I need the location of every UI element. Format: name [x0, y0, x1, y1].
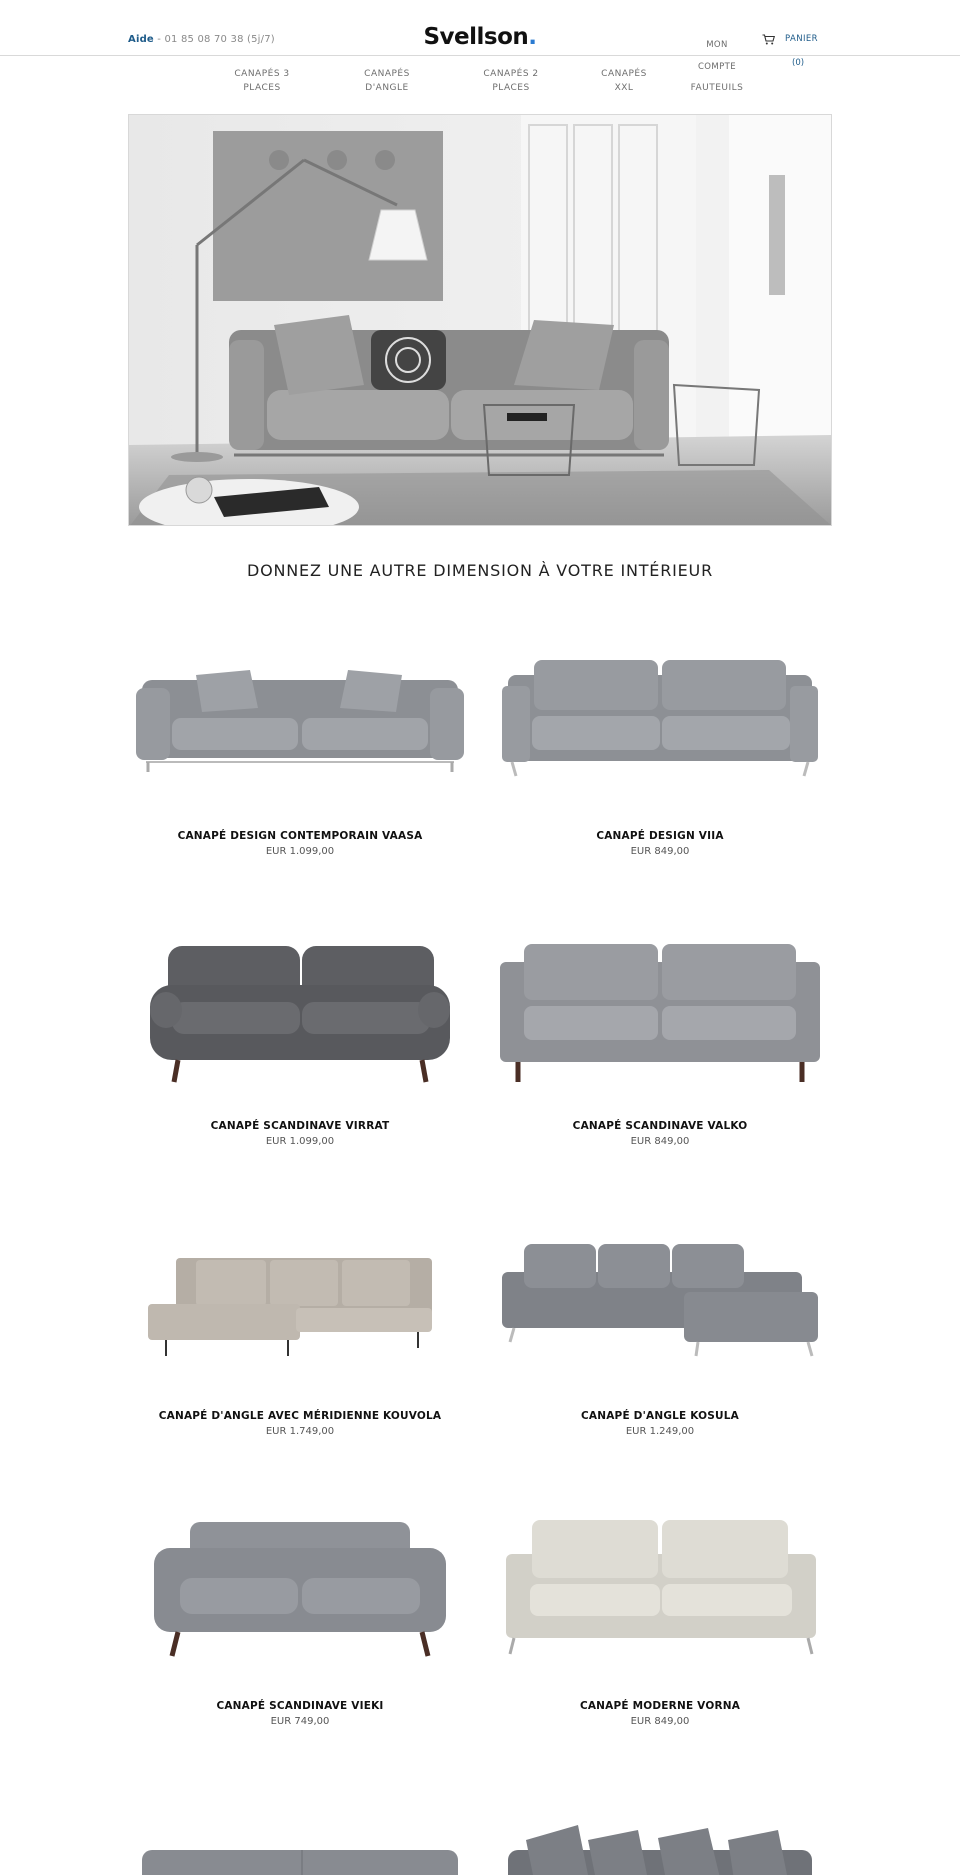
product-image[interactable]: [488, 1200, 832, 1380]
product-image[interactable]: [128, 910, 472, 1090]
nav-item-line1[interactable]: CANAPÉS: [601, 69, 647, 79]
product-image[interactable]: [128, 1490, 472, 1670]
nav-item-line1[interactable]: CANAPÉS 3: [234, 69, 290, 79]
product-price: EUR 1.749,00: [265, 1426, 335, 1437]
nav-item-canapes-2-places[interactable]: [466, 67, 556, 95]
nav-item-canapes-angle[interactable]: [342, 67, 432, 95]
cart-icon[interactable]: [762, 34, 775, 45]
nav-item-line1[interactable]: CANAPÉS 2: [483, 69, 539, 79]
product-image[interactable]: [128, 620, 472, 800]
product-price: EUR 849,00: [630, 846, 690, 857]
logo-dot: .: [528, 24, 537, 50]
product-image[interactable]: [488, 620, 832, 800]
nav-item-line2[interactable]: PLACES: [492, 83, 530, 93]
product-card-vaasa[interactable]: [128, 620, 472, 857]
product-card-kosula[interactable]: [488, 1200, 832, 1437]
product-image[interactable]: [488, 910, 832, 1090]
help-phone: - 01 85 08 70 38 (5j/7): [153, 34, 275, 45]
help-label[interactable]: Aide: [128, 34, 154, 45]
nav-item-canapes-3-places[interactable]: [217, 67, 307, 95]
nav-item-line2[interactable]: D'ANGLE: [365, 83, 409, 93]
product-card-viia[interactable]: [488, 620, 832, 857]
product-card-vieki[interactable]: [128, 1490, 472, 1727]
hero-banner[interactable]: [128, 114, 832, 526]
product-name[interactable]: CANAPÉ D'ANGLE AVEC MÉRIDIENNE KOUVOLA: [158, 1410, 442, 1422]
cart-link[interactable]: PANIER: [785, 34, 818, 44]
product-name[interactable]: CANAPÉ SCANDINAVE VIRRAT: [210, 1120, 390, 1132]
product-card-valko[interactable]: [488, 910, 832, 1147]
product-price: EUR 849,00: [630, 1716, 690, 1727]
account-line1[interactable]: MON: [706, 40, 728, 50]
nav-item-fauteuils[interactable]: [672, 81, 762, 95]
page-tagline: DONNEZ UNE AUTRE DIMENSION À VOTRE INTÉRIEUR: [247, 561, 713, 580]
nav-item-canapes-xxl[interactable]: [579, 67, 669, 95]
nav-item-line1[interactable]: CANAPÉS: [364, 69, 410, 79]
product-price: EUR 1.099,00: [265, 846, 335, 857]
product-card-kouvola[interactable]: [128, 1200, 472, 1437]
hero-living-room-image: [129, 115, 832, 526]
product-card-partial[interactable]: [128, 1780, 472, 1875]
product-price: EUR 1.249,00: [625, 1426, 695, 1437]
cart-count[interactable]: (0): [792, 58, 805, 68]
product-price: EUR 849,00: [630, 1136, 690, 1147]
product-name[interactable]: CANAPÉ MODERNE VORNA: [579, 1700, 741, 1712]
product-name[interactable]: CANAPÉ DESIGN VIIA: [596, 830, 724, 842]
product-name[interactable]: CANAPÉ SCANDINAVE VALKO: [572, 1120, 748, 1132]
nav-item-line2[interactable]: PLACES: [243, 83, 281, 93]
product-card-partial[interactable]: [488, 1780, 832, 1875]
product-card-virrat[interactable]: [128, 910, 472, 1147]
product-image[interactable]: [488, 1780, 832, 1875]
account-line2[interactable]: COMPTE: [697, 62, 737, 72]
product-name[interactable]: CANAPÉ DESIGN CONTEMPORAIN VAASA: [177, 830, 423, 842]
product-image[interactable]: [128, 1780, 472, 1875]
account-link[interactable]: [697, 34, 737, 78]
product-name[interactable]: CANAPÉ D'ANGLE KOSULA: [581, 1410, 739, 1422]
product-card-vorna[interactable]: [488, 1490, 832, 1727]
product-image[interactable]: [128, 1200, 472, 1380]
product-name[interactable]: CANAPÉ SCANDINAVE VIEKI: [216, 1700, 384, 1712]
logo-text[interactable]: Svellson: [423, 24, 529, 50]
nav-item-line1[interactable]: FAUTEUILS: [690, 83, 744, 93]
product-price: EUR 749,00: [270, 1716, 330, 1727]
product-image[interactable]: [488, 1490, 832, 1670]
product-price: EUR 1.099,00: [265, 1136, 335, 1147]
nav-item-line2[interactable]: XXL: [614, 83, 634, 93]
